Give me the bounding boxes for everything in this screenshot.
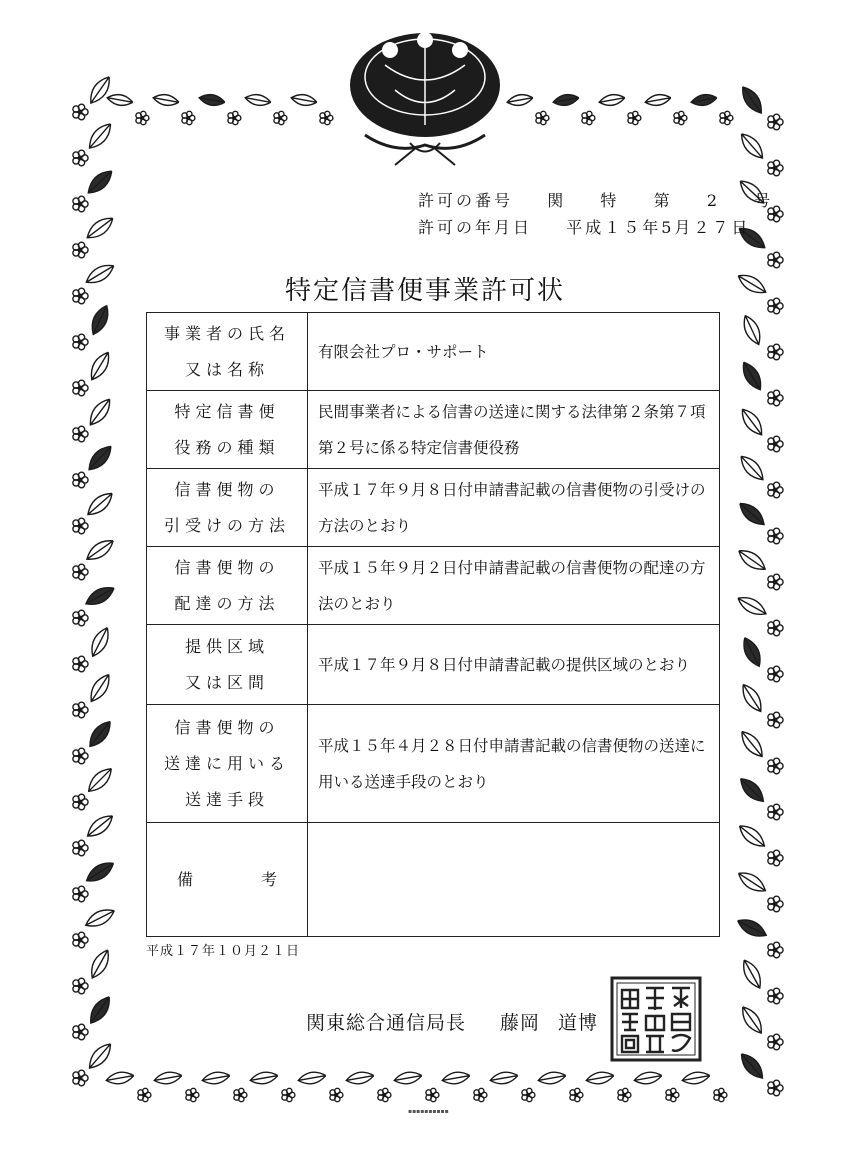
official-seal-stamp (610, 976, 702, 1062)
row-value-service-type: 民間事業者による信書の送達に関する法律第２条第７項第２号に係る特定信書便役務 (308, 391, 720, 469)
row-label-line: 送達手段 (184, 789, 269, 809)
row-value-acceptance-method: 平成１７年９月８日付申請書記載の信書便物の引受けの方法のとおり (308, 469, 720, 547)
issuer-office: 関東総合通信局長 (306, 1012, 467, 1034)
row-label (147, 705, 308, 823)
table-row (147, 391, 720, 469)
row-label (147, 547, 308, 625)
row-value-business-name: 有限会社プロ・サポート (308, 313, 720, 391)
row-label-line: 提供区域 (184, 636, 269, 656)
permit-number-office: 関 (547, 191, 567, 210)
row-label (147, 625, 308, 705)
row-label-line: 引受けの方法 (163, 515, 290, 535)
row-label-line: 又は名称 (184, 359, 269, 379)
issuer-surname: 藤岡 (500, 1012, 541, 1034)
issuer-signature-line (306, 1008, 598, 1035)
issuer-given-name: 道博 (558, 1012, 599, 1034)
row-label-line: 又は区間 (184, 672, 269, 692)
printer-footer-mark: ▪▪▪▪▪▪▪▪▪▪ (408, 1108, 449, 1115)
row-label-line: 事業者の氏名 (163, 323, 290, 343)
remarks-label-left: 備 (177, 869, 194, 889)
row-label-line: 特定信書便 (174, 401, 280, 421)
permit-details-table (146, 312, 720, 937)
remarks-label-right: 考 (260, 869, 277, 889)
issue-date: 平成１７年１０月２１日 (146, 944, 301, 959)
table-row-remarks (147, 823, 720, 937)
row-value-service-area: 平成１７年９月８日付申請書記載の提供区域のとおり (308, 625, 720, 705)
remarks-value (308, 823, 720, 937)
row-label-line: 信書便物の (174, 479, 280, 499)
table-row (147, 313, 720, 391)
permit-number-kind: 特 (600, 191, 620, 210)
permit-number-suffix: 号 (754, 191, 774, 210)
table-row (147, 547, 720, 625)
permit-number-line (418, 188, 774, 211)
row-value-delivery-method: 平成１５年９月２日付申請書記載の信書便物の配達の方法のとおり (308, 547, 720, 625)
permit-number-prefix: 第 (653, 191, 673, 210)
row-label-line: 信書便物の (174, 717, 280, 737)
row-label-line: 配達の方法 (174, 593, 280, 613)
permit-number-label: 許可の番号 (418, 191, 514, 210)
row-label (147, 313, 308, 391)
row-label-line: 役務の種類 (174, 437, 280, 457)
row-label (147, 391, 308, 469)
permit-date-line (418, 215, 751, 238)
permit-date-value: 平成１５年5月２７日 (566, 218, 751, 237)
row-value-transport-means: 平成１５年４月２８日付申請書記載の信書便物の送達に用いる送達手段のとおり (308, 705, 720, 823)
row-label-line: 信書便物の (174, 557, 280, 577)
document-title: 特定信書便事業許可状 (284, 276, 565, 306)
table-row (147, 625, 720, 705)
remarks-label (147, 823, 308, 937)
permit-date-label: 許可の年月日 (418, 218, 533, 237)
row-label-line: 送達に用いる (163, 753, 290, 773)
permit-number-value: 2 (706, 191, 720, 210)
table-row (147, 469, 720, 547)
table-row (147, 705, 720, 823)
row-label (147, 469, 308, 547)
paulownia-crest-icon (350, 32, 500, 165)
